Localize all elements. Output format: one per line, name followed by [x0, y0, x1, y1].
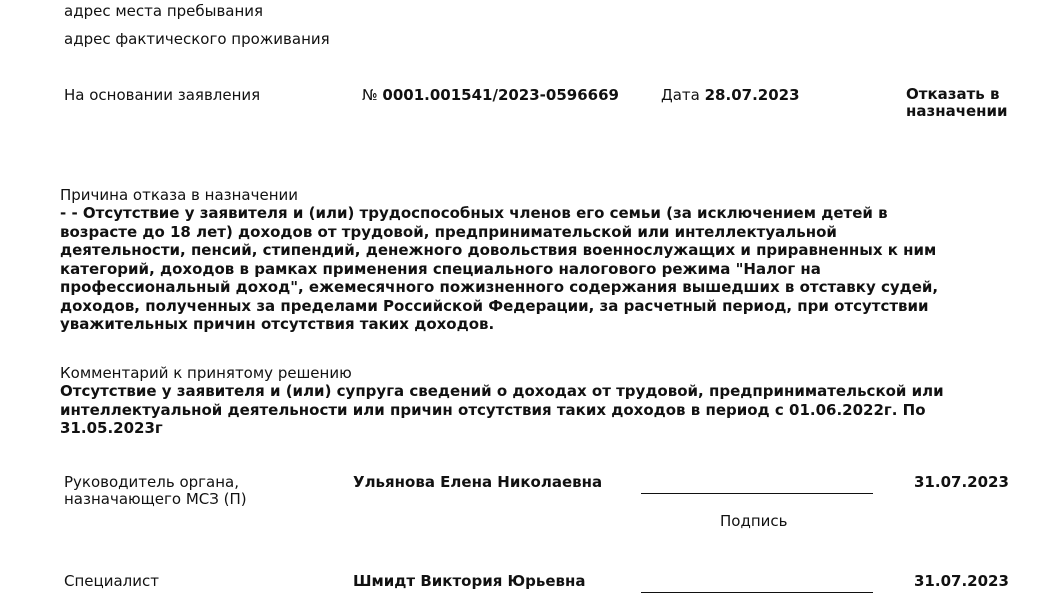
- head-label-line2: назначающего МСЗ (П): [64, 490, 247, 508]
- comment-line: интеллектуальной деятельности или причин отсутствия таких доходов в период с 01.06.2022г. По: [60, 400, 926, 419]
- comment-label: Комментарий к принятому решению: [60, 364, 352, 382]
- specialist-signature-line: [641, 592, 873, 593]
- head-date: 31.07.2023: [914, 473, 1009, 491]
- specialist-label: Специалист: [64, 572, 159, 590]
- application-date-value: 28.07.2023: [704, 86, 800, 104]
- head-signature-line: [641, 493, 873, 494]
- application-number: [362, 86, 619, 105]
- refusal-label: Причина отказа в назначении: [60, 186, 299, 204]
- basis-label: На основании заявления: [64, 86, 261, 104]
- refusal-line: доходов, полученных за пределами Российской Федерации, за расчетный период, при отсутствии: [60, 296, 929, 315]
- refusal-line: - - Отсутствие у заявителя и (или) трудоспособных членов его семьи (за исключением детей в: [60, 204, 888, 222]
- decision-text: Отказать в назначении: [906, 85, 1008, 120]
- specialist-date: 31.07.2023: [914, 572, 1009, 590]
- refusal-line: категорий, доходов в рамках применения специального налогового режима "Налог на: [60, 259, 821, 278]
- specialist-name: Шмидт Виктория Юрьевна: [353, 572, 586, 590]
- refusal-line: деятельности, пенсий, стипендий, денежного довольствия военнослужащих и приравненных к ним: [60, 241, 937, 259]
- number-prefix: №: [362, 86, 378, 104]
- refusal-line: возрасте до 18 лет) доходов от трудовой, предпринимательской или интеллектуальной: [60, 222, 837, 241]
- comment-line: Отсутствие у заявителя и (или) супруга сведений о доходах от трудовой, предпринимательской или: [60, 382, 944, 400]
- application-number-value: 0001.001541/2023-0596669: [382, 86, 619, 104]
- head-label-line1: Руководитель органа,: [64, 473, 239, 491]
- comment-line: 31.05.2023г: [60, 419, 163, 437]
- refusal-line: профессиональный доход", ежемесячного пожизненного содержания вышедших в отставку судей,: [60, 278, 939, 296]
- refusal-text: [60, 204, 938, 334]
- application-date: [661, 86, 800, 105]
- comment-text: [60, 382, 944, 438]
- signature-label: Подпись: [720, 512, 788, 530]
- date-label: Дата: [661, 86, 700, 104]
- head-name: Ульянова Елена Николаевна: [353, 473, 603, 491]
- refusal-line: уважительных причин отсутствия таких доходов.: [60, 315, 495, 333]
- address-actual-label: адрес фактического проживания: [64, 30, 330, 48]
- address-stay-label: адрес места пребывания: [64, 2, 264, 20]
